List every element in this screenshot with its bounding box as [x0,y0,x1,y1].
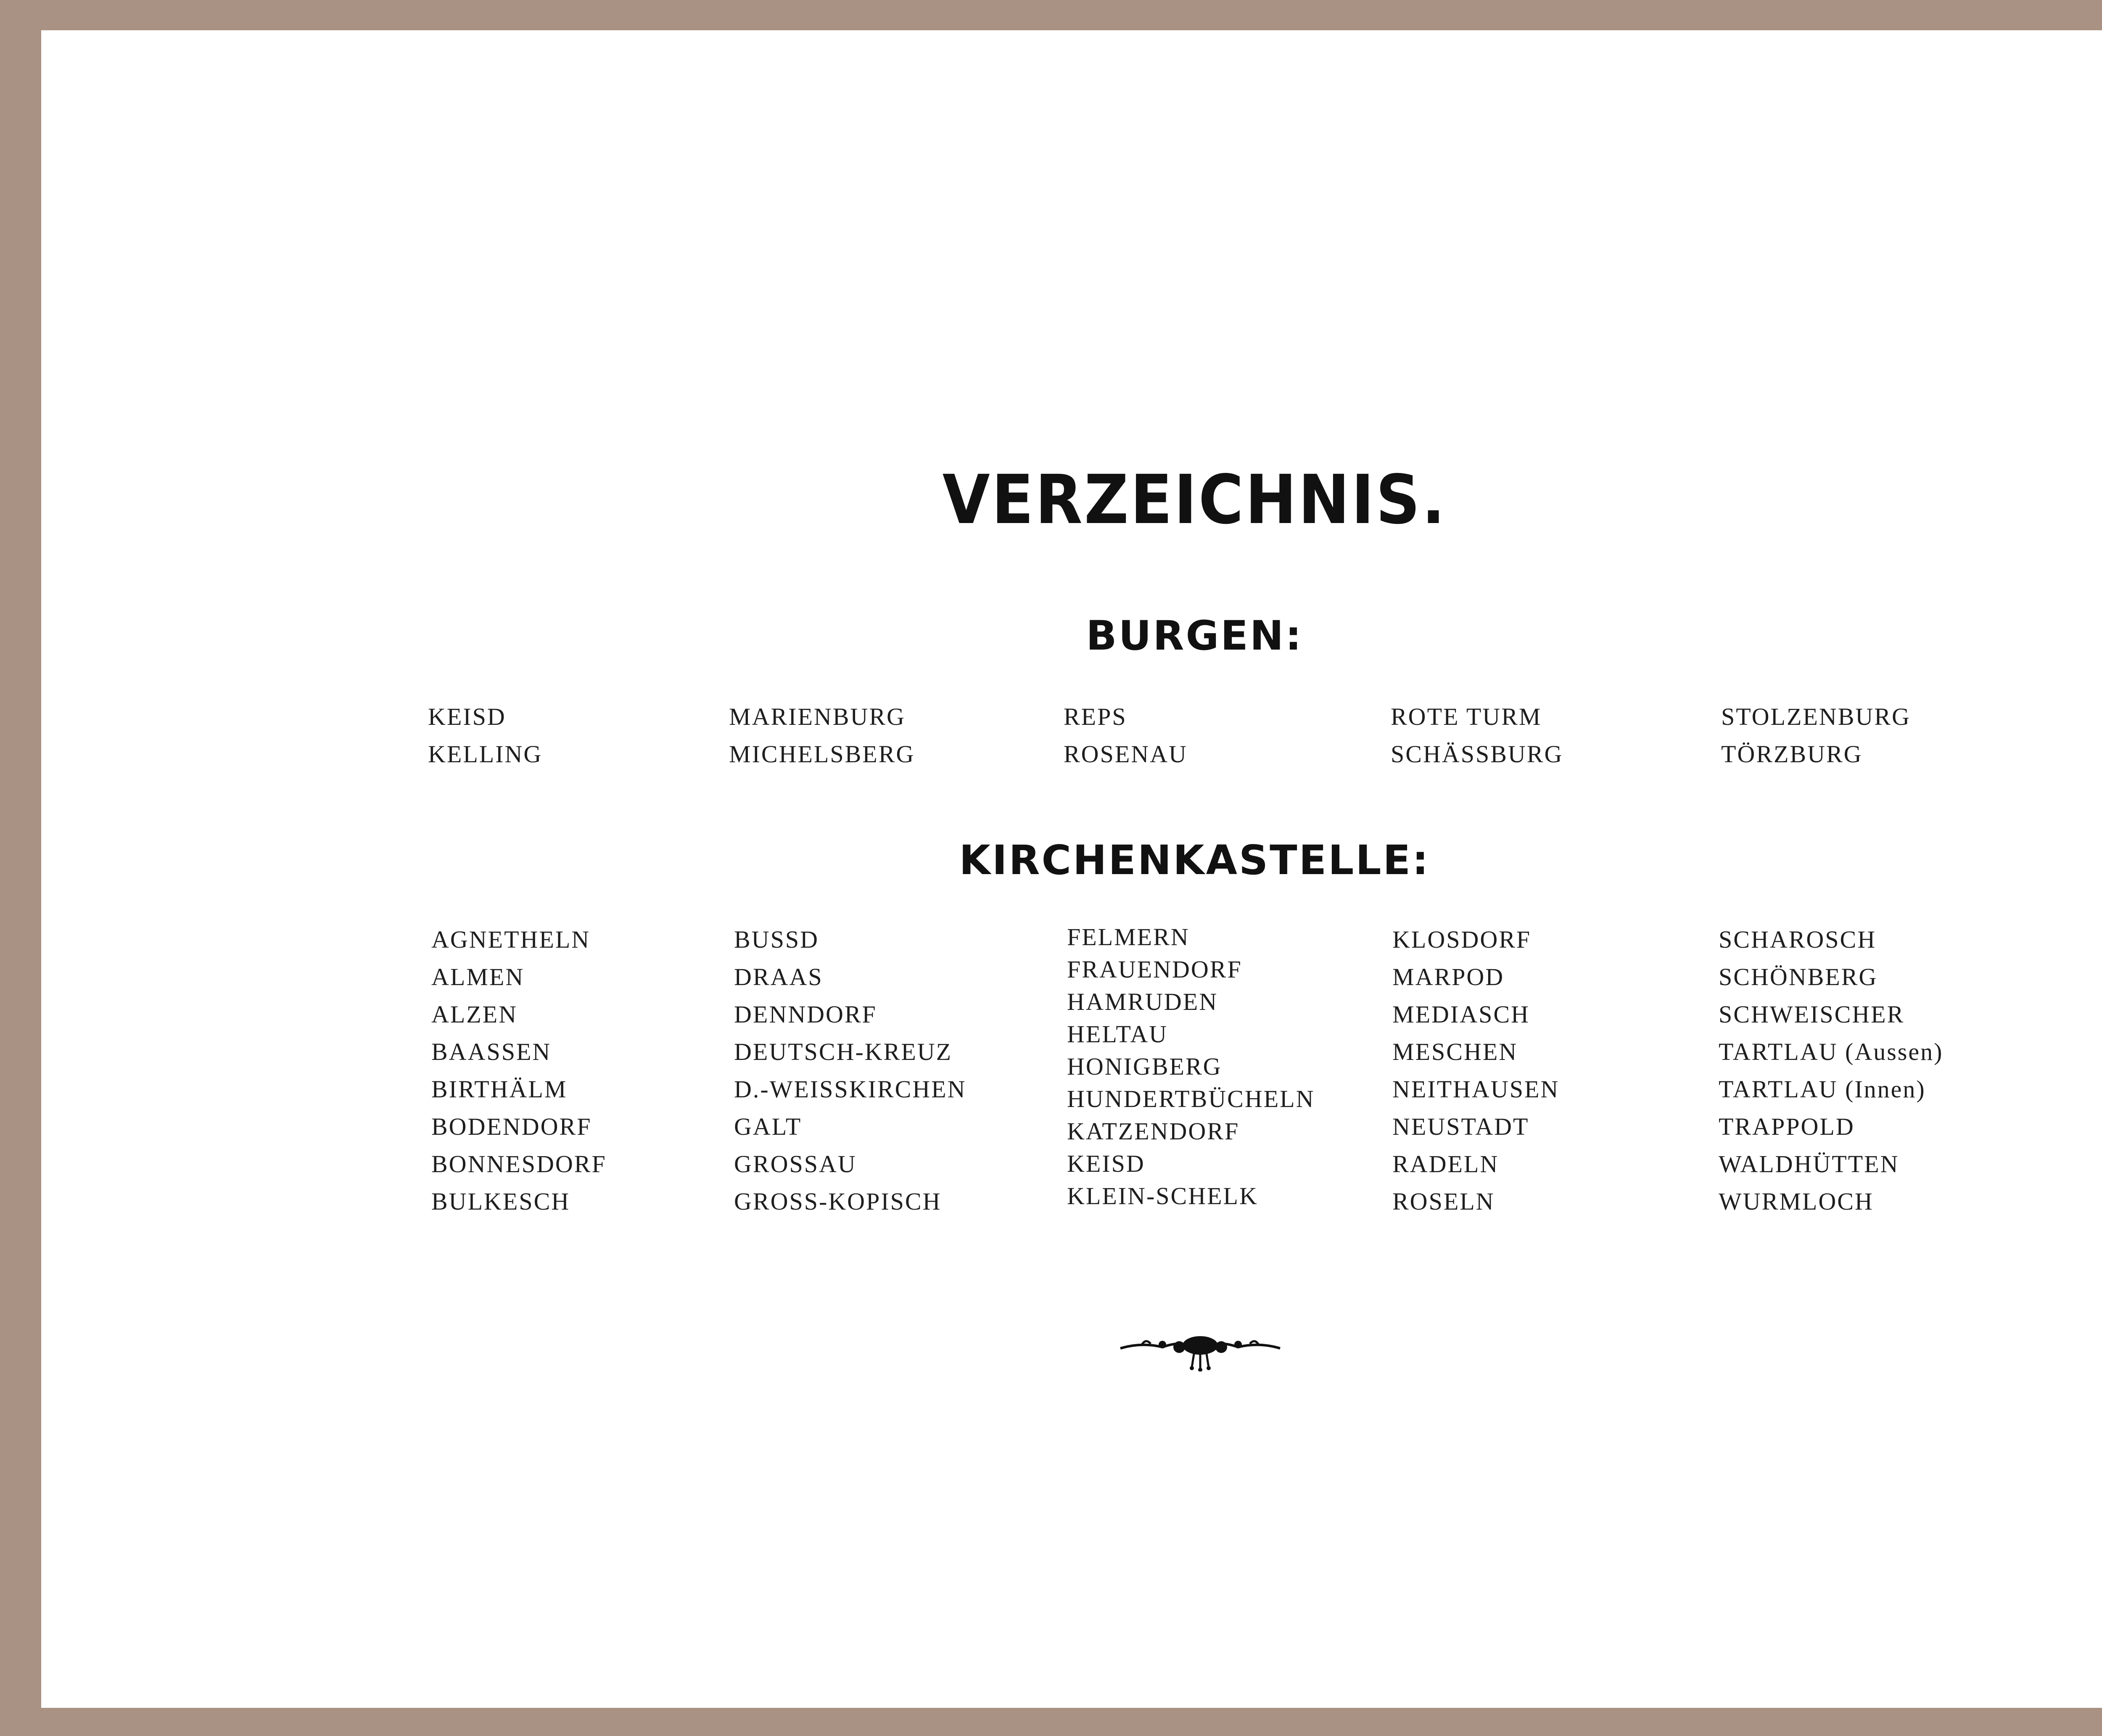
list-item: REPS [1064,703,1127,730]
list-item: FELMERN [1067,923,1190,951]
list-item: BIRTHÄLM [431,1075,568,1103]
section-heading-burgen: BURGEN: [1086,612,1303,659]
burgen-column-4 [1391,698,1563,773]
list-item: HONIGBERG [1067,1053,1222,1080]
list-item: D.-WEISSKIRCHEN [734,1075,966,1103]
list-item: TARTLAU (Innen) [1719,1075,1926,1103]
list-item: TARTLAU (Aussen) [1719,1038,1944,1065]
burgen-column-1 [428,698,542,773]
burgen-column-2 [729,698,915,773]
list-item: DENNDORF [734,1001,877,1028]
list-item: HELTAU [1067,1020,1168,1048]
kirchenkastelle-column-4 [1392,921,1559,1220]
list-item: STOLZENBURG [1721,703,1911,730]
list-item: DRAAS [734,963,823,991]
kirchenkastelle-column-2 [734,921,966,1220]
list-item: SCHÄSSBURG [1391,740,1563,768]
list-item: RADELN [1392,1150,1499,1178]
list-item: BUSSD [734,926,819,953]
list-item: MEDIASCH [1392,1001,1530,1028]
burgen-column-5 [1721,698,1911,773]
list-item: MARPOD [1392,963,1505,991]
section-heading-kirchenkastelle: KIRCHENKASTELLE: [959,837,1430,884]
kirchenkastelle-column-1 [431,921,607,1220]
page-title: VERZEICHNIS. [942,460,1447,539]
list-item: KLEIN-SCHELK [1067,1182,1258,1210]
floral-ornament-icon [1116,1325,1284,1371]
list-item: NEITHAUSEN [1392,1075,1560,1103]
list-item: ROTE TURM [1391,703,1542,730]
list-item: NEUSTADT [1392,1113,1529,1140]
burgen-column-3 [1064,698,1188,773]
list-item: TÖRZBURG [1721,740,1863,768]
kirchenkastelle-column-3 [1067,921,1315,1212]
list-item: ROSELN [1392,1188,1495,1215]
list-item: BULKESCH [431,1188,570,1215]
list-item: MARIENBURG [729,703,906,730]
list-item: FRAUENDORF [1067,956,1242,983]
list-item: WURMLOCH [1719,1188,1874,1215]
list-item: SCHÖNBERG [1719,963,1878,991]
list-item: BODENDORF [431,1113,592,1140]
document-page [41,30,2102,1708]
list-item: GROSSAU [734,1150,857,1178]
list-item: ALMEN [431,963,525,991]
list-item: SCHWEISCHER [1719,1001,1905,1028]
list-item: ALZEN [431,1001,518,1028]
list-item: HAMRUDEN [1067,988,1218,1015]
list-item: BAASSEN [431,1038,552,1065]
list-item: BONNESDORF [431,1150,607,1178]
kirchenkastelle-column-5 [1719,921,1943,1220]
list-item: AGNETHELN [431,926,591,953]
list-item: KLOSDORF [1392,926,1532,953]
list-item: KEISD [1067,1150,1145,1177]
list-item: ROSENAU [1064,740,1188,768]
list-item: GALT [734,1113,802,1140]
list-item: TRAPPOLD [1719,1113,1855,1140]
list-item: GROSS-KOPISCH [734,1188,942,1215]
list-item: DEUTSCH-KREUZ [734,1038,953,1065]
list-item: WALDHÜTTEN [1719,1150,1899,1178]
list-item: MESCHEN [1392,1038,1518,1065]
list-item: SCHAROSCH [1719,926,1877,953]
list-item: MICHELSBERG [729,740,915,768]
list-item: KELLING [428,740,543,768]
list-item: KEISD [428,703,506,730]
list-item: KATZENDORF [1067,1118,1240,1145]
list-item: HUNDERTBÜCHELN [1067,1085,1315,1112]
